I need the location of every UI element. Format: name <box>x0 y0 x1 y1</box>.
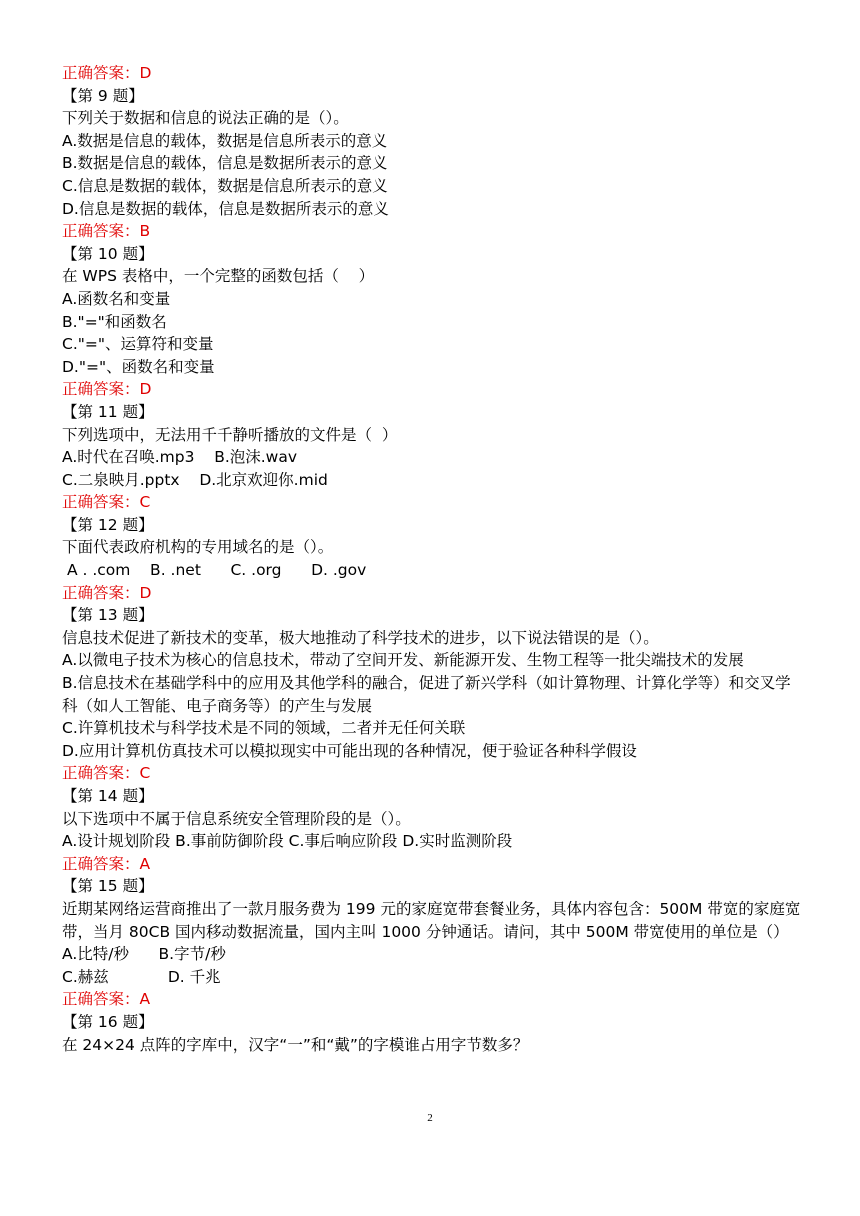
question-number: 【第 14 题】 <box>62 787 154 805</box>
question-text: B."="和函数名 <box>62 312 167 331</box>
question-paragraph: B.信息技术在基础学科中的应用及其他学科的融合，促进了新兴学科（如计算物理、计算化学等）和交叉学科（如人工智能、电子商务等）的产生与发展 <box>62 674 791 715</box>
question-text: 下面代表政府机构的专用域名的是（）。 <box>62 538 334 557</box>
question-text: A.数据是信息的载体，数据是信息所表示的意义 <box>62 131 388 150</box>
question-number: 【第 11 题】 <box>62 402 154 421</box>
question-text: 下列关于数据和信息的说法正确的是（）。 <box>62 109 349 128</box>
question-text: D."="、函数名和变量 <box>62 357 215 376</box>
question-paragraph: 近期某网络运营商推出了一款月服务费为 199 元的家庭宽带套餐业务，具体内容包含：500M 带宽的家庭宽带，当月 80CB 国内移动数据流量，国内主叫 1000 分钟通话。请问，其中 500M 带宽使用的单位是（） <box>62 899 801 941</box>
question-text: A.函数名和变量 <box>62 289 171 308</box>
correct-answer: 正确答案：A <box>62 990 151 1009</box>
correct-answer: 正确答案：D <box>62 583 152 602</box>
question-text: C.许算机技术与科学技术是不同的领域，二者并无任何关联 <box>62 719 466 738</box>
question-number: 【第 15 题】 <box>62 877 154 896</box>
question-number: 【第 13 题】 <box>62 606 154 625</box>
document-page <box>62 62 802 1056</box>
question-text: A.时代在召唤.mp3 B.泡沫.wav <box>62 448 298 467</box>
correct-answer: 正确答案：D <box>62 380 152 399</box>
question-text: 在 WPS 表格中，一个完整的函数包括（ ） <box>62 267 375 286</box>
question-text: A.设计规划阶段 B.事前防御阶段 C.事后响应阶段 D.实时监测阶段 <box>62 832 513 851</box>
question-text: 在 24×24 点阵的字库中，汉字“一”和“戴”的字模谁占用字节数多？ <box>62 1035 529 1054</box>
correct-answer: 正确答案：C <box>62 493 151 512</box>
correct-answer: 正确答案：D <box>62 64 152 82</box>
question-text: C.信息是数据的载体，数据是信息所表示的意义 <box>62 176 388 195</box>
question-text: 以下选项中不属于信息系统安全管理阶段的是（）。 <box>62 809 411 828</box>
question-text: 信息技术促进了新技术的变革，极大地推动了科学技术的进步，以下说法错误的是（）。 <box>62 628 659 647</box>
question-text: A.比特/秒 B.字节/秒 <box>62 945 226 964</box>
question-number: 【第 16 题】 <box>62 1012 154 1031</box>
correct-answer: 正确答案：A <box>62 854 151 873</box>
correct-answer: 正确答案：C <box>62 764 151 783</box>
question-text: C.二泉映月.pptx D.北京欢迎你.mid <box>62 470 328 489</box>
question-number: 【第 12 题】 <box>62 515 154 534</box>
question-text: A . .com B. .net C. .org D. .gov <box>62 561 367 580</box>
question-text: D.应用计算机仿真技术可以模拟现实中可能出现的各种情况，便于验证各种科学假设 <box>62 741 637 760</box>
page-number: 2 <box>427 1112 433 1124</box>
question-text: D.信息是数据的载体，信息是数据所表示的意义 <box>62 199 389 218</box>
question-number: 【第 9 题】 <box>62 86 144 105</box>
question-text: C.赫兹 D. 千兆 <box>62 967 221 986</box>
question-number: 【第 10 题】 <box>62 244 154 263</box>
question-text: 下列选项中，无法用千千静听播放的文件是（ ） <box>62 425 398 444</box>
correct-answer: 正确答案：B <box>62 222 151 241</box>
question-text: C."="、运算符和变量 <box>62 335 214 354</box>
question-paragraph: A.以微电子技术为核心的信息技术，带动了空间开发、新能源开发、生物工程等一批尖端技术的发展 <box>62 651 744 670</box>
question-text: B.数据是信息的载体，信息是数据所表示的意义 <box>62 154 388 173</box>
